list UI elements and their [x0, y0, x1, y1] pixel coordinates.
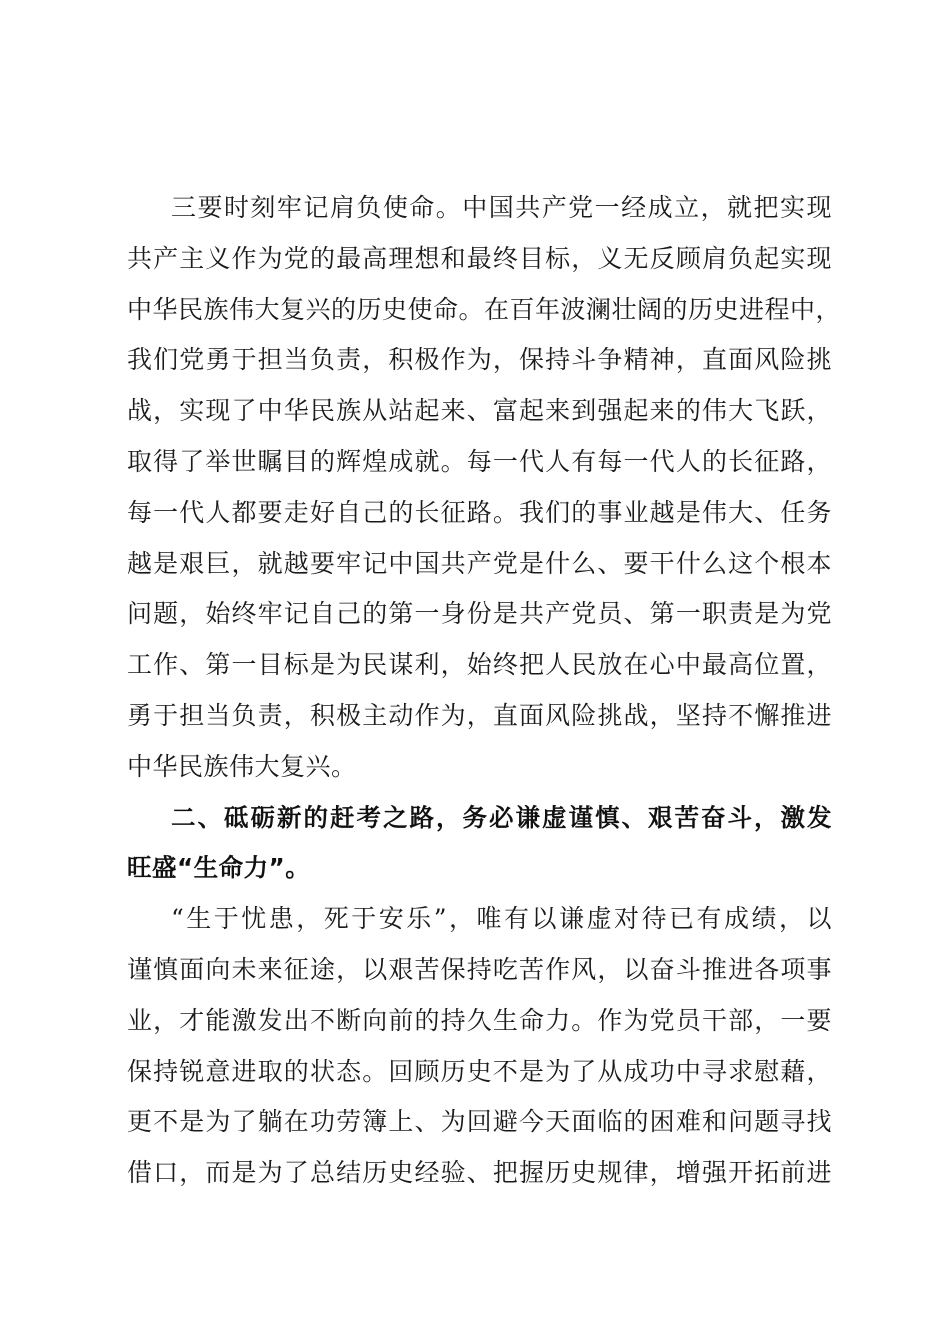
paragraph-line: “生于忧患，死于安乐”，唯有以谦虚对待已有成绩，以: [171, 904, 832, 934]
document-body: [127, 183, 842, 1199]
section-heading-line: 二、砥砺新的赶考之路，务必谦虚谨慎、艰苦奋斗，激发: [171, 802, 832, 832]
paragraph-line: 取得了举世瞩目的辉煌成就。每一代人有每一代人的长征路，: [127, 446, 832, 476]
paragraph-line: 越是艰巨，就越要牢记中国共产党是什么、要干什么这个根本: [127, 548, 832, 578]
paragraph-line: 谨慎面向未来征途，以艰苦保持吃苦作风，以奋斗推进各项事: [127, 954, 832, 984]
paragraph-line: 我们党勇于担当负责，积极作为，保持斗争精神，直面风险挑: [127, 345, 832, 375]
paragraph-line: 勇于担当负责，积极主动作为，直面风险挑战，坚持不懈推进: [127, 700, 832, 730]
paragraph-line: 中华民族伟大复兴的历史使命。在百年波澜壮阔的历史进程中，: [127, 294, 842, 324]
paragraph-line: 战，实现了中华民族从站起来、富起来到强起来的伟大飞跃，: [127, 396, 832, 426]
section-heading-line: 旺盛“生命力”。: [127, 853, 311, 883]
paragraph-line: 每一代人都要走好自己的长征路。我们的事业越是伟大、任务: [127, 497, 832, 527]
paragraph-line: 工作、第一目标是为民谋利，始终把人民放在心中最高位置，: [127, 650, 832, 680]
paragraph-line: 共产主义作为党的最高理想和最终目标，义无反顾肩负起实现: [127, 243, 832, 273]
paragraph-line: 保持锐意进取的状态。回顾历史不是为了从成功中寻求慰藉，: [127, 1056, 832, 1086]
paragraph-line: 业，才能激发出不断向前的持久生命力。作为党员干部，一要: [127, 1005, 832, 1035]
paragraph-line: 三要时刻牢记肩负使命。中国共产党一经成立，就把实现: [171, 193, 832, 222]
paragraph-line: 更不是为了躺在功劳簿上、为回避今天面临的困难和问题寻找: [127, 1107, 832, 1137]
paragraph-line: 借口，而是为了总结历史经验、把握历史规律，增强开拓前进: [127, 1158, 832, 1188]
paragraph-line: 中华民族伟大复兴。: [127, 751, 357, 781]
paragraph-line: 问题，始终牢记自己的第一身份是共产党员、第一职责是为党: [127, 599, 832, 629]
